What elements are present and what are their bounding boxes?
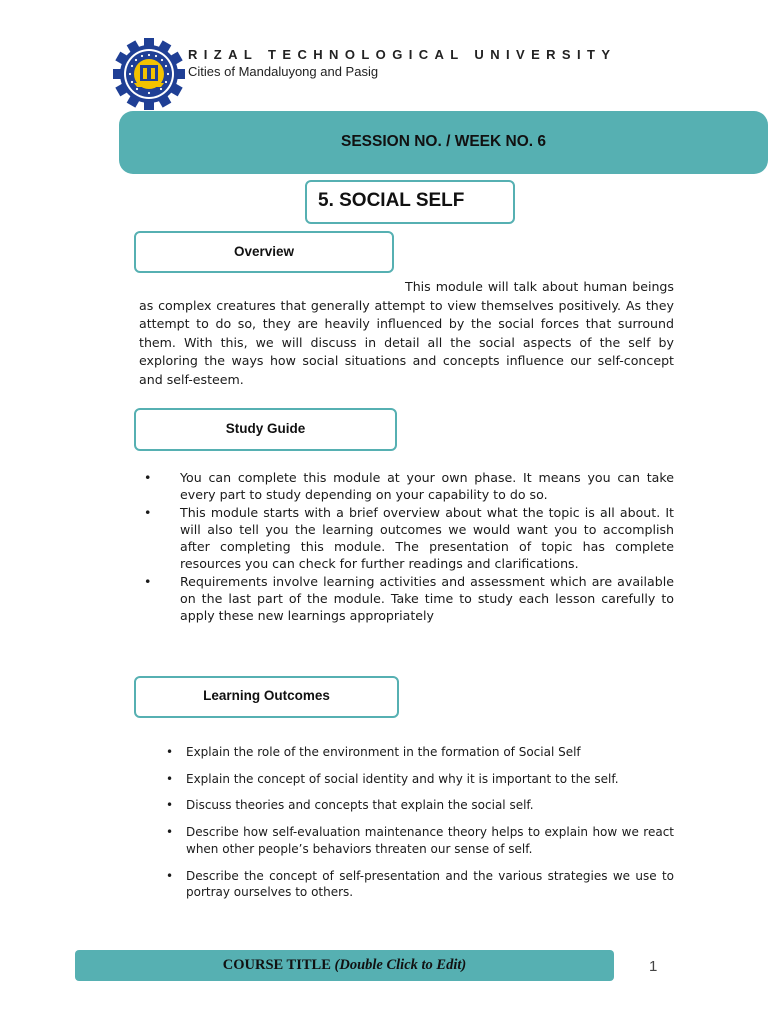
course-title[interactable]: COURSE TITLE xyxy=(222,957,331,973)
overview-heading: Overview xyxy=(233,244,295,259)
university-seal-icon xyxy=(113,38,185,110)
study-guide-item-2: This module starts with a brief overview about what the topic is all about. It will also tell you the learning outcomes we would want you to accomplish after completing this module. The presentation of topic has complete resources you can check for further readings and clarifications. xyxy=(180,504,674,572)
university-campuses: Cities of Mandaluyong and Pasig xyxy=(188,64,379,79)
study-guide-heading: Study Guide xyxy=(225,421,306,436)
bullet: • xyxy=(166,771,174,786)
session-label: SESSION NO. / WEEK NO. 6 xyxy=(341,133,546,150)
outcome-item-3: Discuss theories and concepts that explain the social self. xyxy=(186,798,534,813)
study-guide-item-1: You can complete this module at your own phase. It means you can take every part to study depending on your capability to do so. xyxy=(180,470,674,503)
bullet: • xyxy=(144,504,152,520)
list-item xyxy=(166,797,674,814)
edit-hint: (Double Click to Edit) xyxy=(334,957,467,973)
bullet: • xyxy=(166,825,174,840)
list-item xyxy=(166,824,674,857)
list-item xyxy=(166,868,674,901)
list-item xyxy=(144,504,674,573)
bullet: • xyxy=(166,868,174,883)
list-item xyxy=(166,744,674,761)
bullet: • xyxy=(144,470,152,485)
university-name: RIZAL TECHNOLOGICAL UNIVERSITY xyxy=(188,47,617,62)
overview-text: This module will talk about human beings as complex creatures that generally attempt to view themselves positively. As they attempt to do so, they are heavily influenced by the social forces that surround them. With this, we will discuss in detail all the social aspects of the self by exploring the ways how social situations and concepts influence our self-concept and self-esteem. xyxy=(139,279,674,387)
list-item xyxy=(144,469,674,504)
bullet: • xyxy=(166,798,174,813)
bullet: • xyxy=(144,573,152,589)
learning-outcomes-heading: Learning Outcomes xyxy=(203,688,330,703)
study-guide-item-3: Requirements involve learning activities and assessment which are available on the last part of the module. Take time to study each lesson carefully to apply these new learnings appropriately xyxy=(180,573,674,624)
list-item xyxy=(144,573,674,625)
learning-outcomes-list xyxy=(166,744,674,911)
bullet: • xyxy=(166,745,174,759)
outcome-item-2: Explain the concept of social identity and why it is important to the self. xyxy=(186,771,619,786)
outcome-item-1: Explain the role of the environment in the formation of Social Self xyxy=(186,745,581,759)
list-item xyxy=(166,771,674,788)
study-guide-list xyxy=(144,469,674,625)
page-number: 1 xyxy=(649,958,658,975)
course-title-field[interactable] xyxy=(75,957,614,974)
outcome-item-5: Describe the concept of self-presentation and the various strategies we use to portray ourselves to others. xyxy=(186,868,674,900)
topic-title: 5. SOCIAL SELF xyxy=(318,190,465,211)
outcome-item-4: Describe how self-evaluation maintenance theory helps to explain how we react when other people’s behaviors threaten our sense of self. xyxy=(186,825,674,856)
